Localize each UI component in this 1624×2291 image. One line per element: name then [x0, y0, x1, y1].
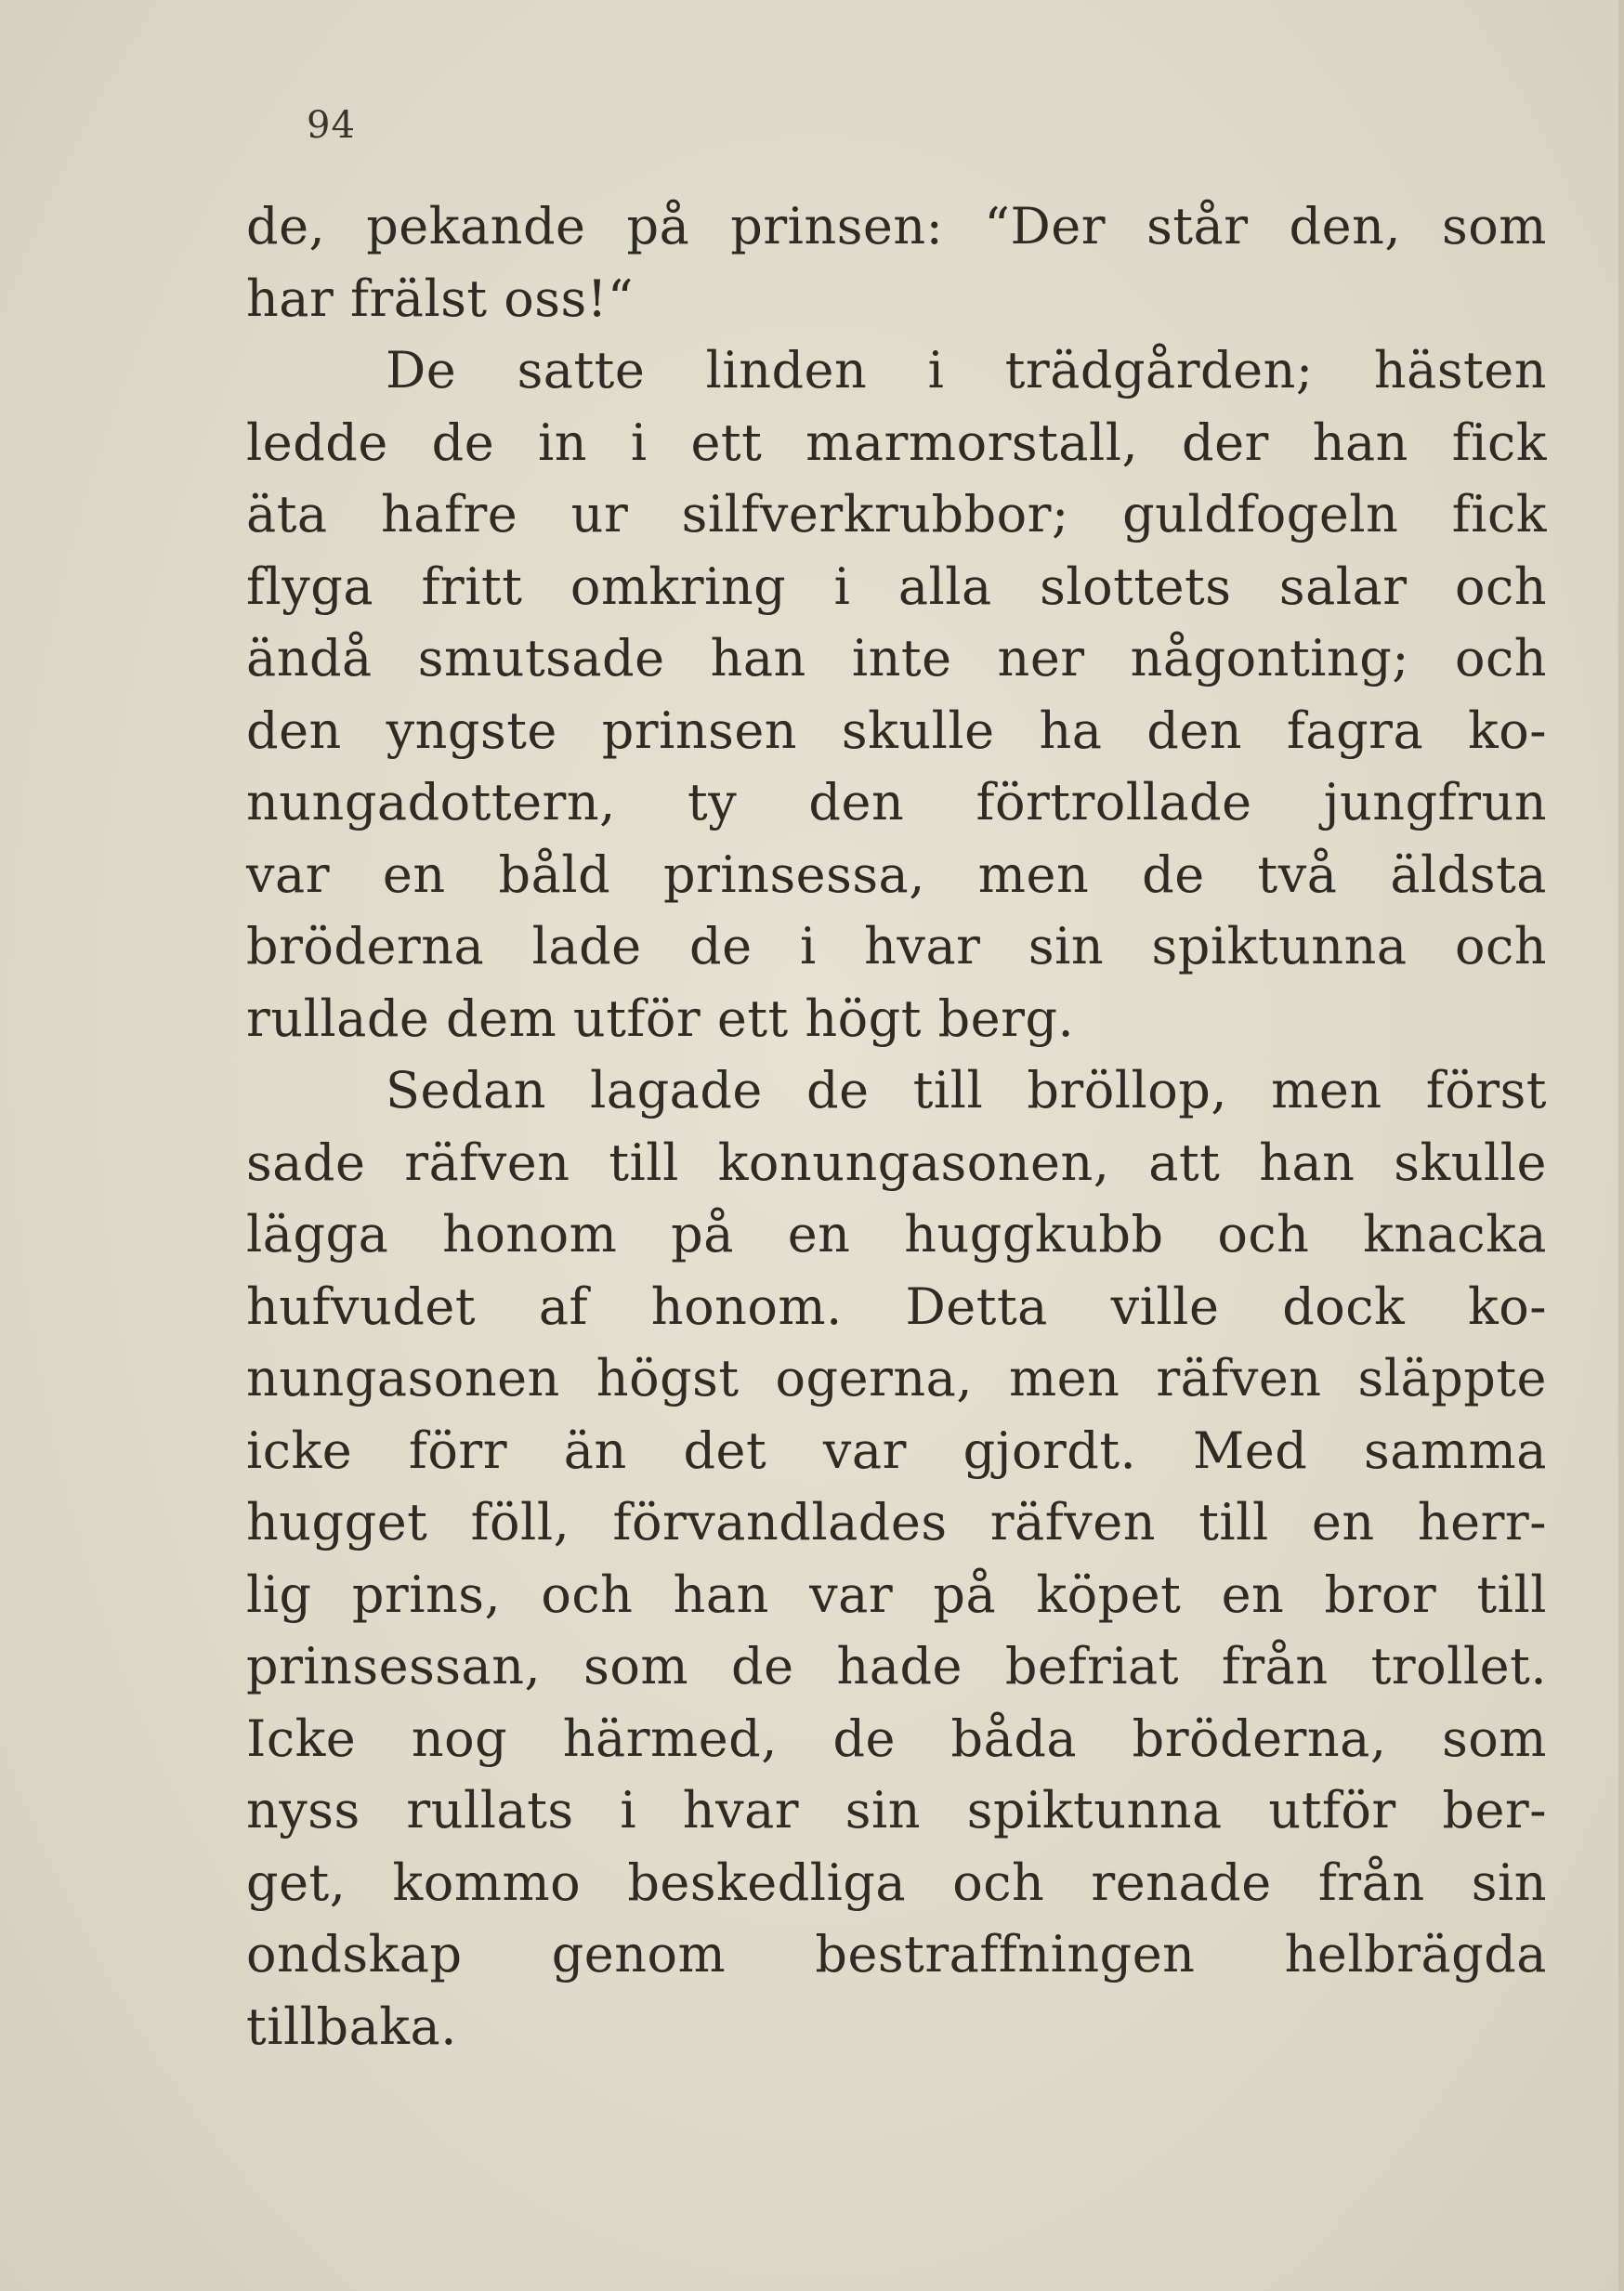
page-number: 94 [307, 104, 356, 147]
text-line: ondskap genom bestraffningen helbrägda [246, 1925, 1547, 1983]
text-line: bröderna lade de i hvar sin spiktunna och [246, 917, 1547, 975]
text-line: nungasonen högst ogerna, men räfven släppte [246, 1349, 1547, 1407]
text-line: lig prins, och han var på köpet en bror till [246, 1564, 1547, 1624]
page-edge [1618, 0, 1624, 2291]
text-line: hufvudet af honom. Detta ville dock ko- [246, 1276, 1547, 1336]
text-line: Sedan lagade de till bröllop, men först [386, 1061, 1547, 1119]
text-line: nungadottern, ty den förtrollade jungfrun [246, 773, 1547, 831]
text-line: flyga fritt omkring i alla slottets salar och [246, 556, 1547, 616]
text-line: lägga honom på en huggkubb och knacka [246, 1205, 1547, 1263]
text-line: nyss rullats i hvar sin spiktunna utför ber- [246, 1781, 1547, 1839]
text-line: icke förr än det var gjordt. Med samma [246, 1420, 1547, 1480]
body-text [246, 190, 1547, 2062]
text-line: de, pekande på prinsen: “Der står den, som [246, 197, 1547, 255]
text-line: den yngste prinsen skulle ha den fagra ko- [246, 700, 1547, 760]
text-line: äta hafre ur silfverkrubbor; guldfogeln fick [246, 485, 1547, 543]
text-line: har frälst oss!“ [246, 268, 635, 328]
text-line: get, kommo beskedliga och renade från sin [246, 1852, 1547, 1912]
text-line: sade räfven till konungasonen, att han skulle [246, 1132, 1547, 1192]
text-line: ändå smutsade han inte ner någonting; och [246, 629, 1547, 687]
text-line: De satte linden i trädgården; hästen [386, 341, 1547, 399]
text-line: ledde de in i ett marmorstall, der han fick [246, 412, 1547, 472]
text-line: tillbaka. [246, 1996, 457, 2056]
text-line: Icke nog härmed, de båda bröderna, som [246, 1708, 1547, 1768]
text-line: var en båld prinsessa, men de två äldsta [246, 844, 1547, 904]
text-line: rullade dem utför ett högt berg. [246, 988, 1075, 1048]
text-line: hugget föll, förvandlades räfven till en herr- [246, 1493, 1547, 1551]
text-line: prinsessan, som de hade befriat från trollet. [246, 1637, 1547, 1695]
